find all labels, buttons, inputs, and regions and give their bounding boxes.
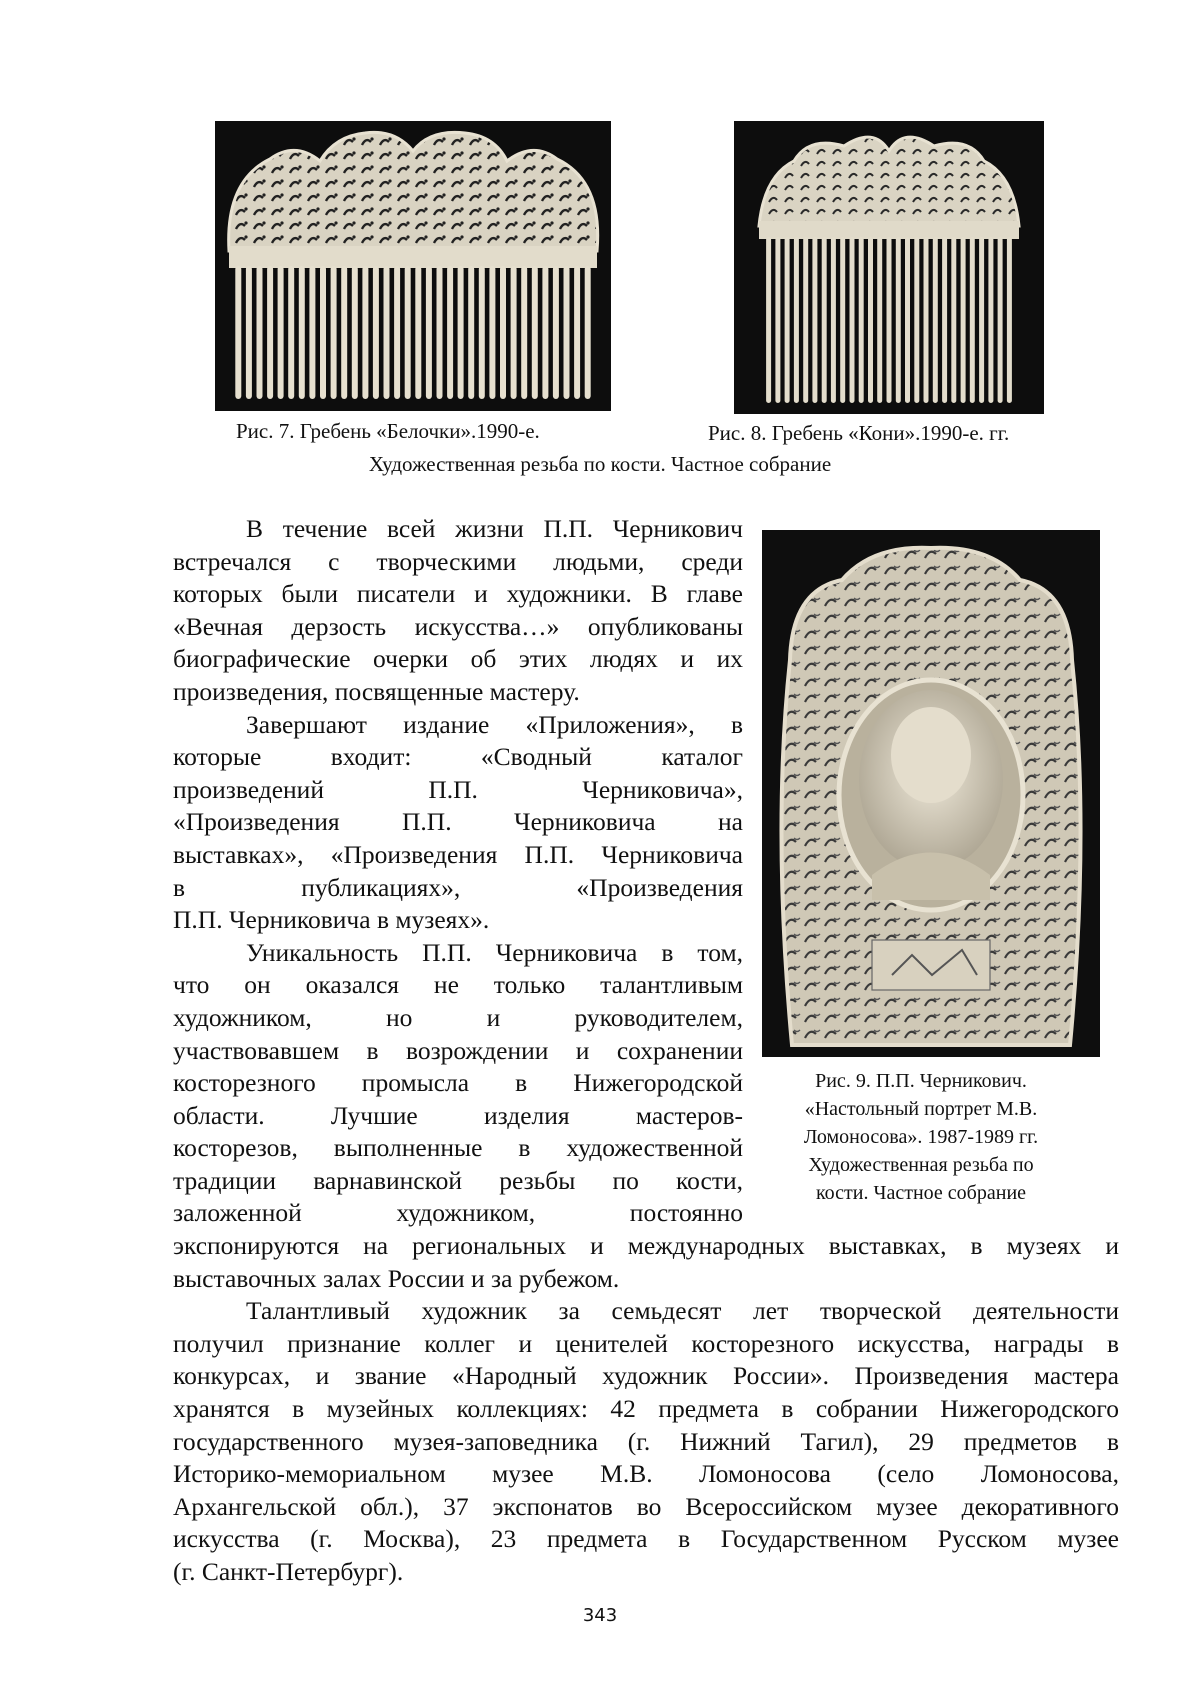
comb-tooth — [970, 237, 975, 403]
comb-tooth — [924, 237, 929, 403]
fig7-caption: Рис. 7. Гребень «Белочки».1990-е. — [236, 419, 540, 443]
comb-tooth — [859, 237, 864, 403]
text-line: произведения, посвященные мастеру. — [173, 676, 580, 706]
comb-tooth — [766, 237, 771, 403]
comb-tooth — [278, 266, 284, 399]
comb-tooth — [415, 266, 421, 399]
comb-tooth — [299, 266, 305, 399]
text-line: конкурсах, и звание «Народный художник России». Произведения мастера — [173, 1361, 1119, 1391]
comb-tooth — [831, 237, 836, 403]
comb-tooth — [468, 266, 474, 399]
text-line: экспонируются на региональных и международных выставках, в музеях и — [173, 1231, 1119, 1260]
text-line: которых были писатели и художники. В главе — [173, 579, 743, 609]
text-line: биографические очерки об этих людях и их — [173, 644, 743, 674]
text-line: Завершают издание «Приложения», в — [246, 709, 743, 739]
comb-tooth — [532, 266, 538, 399]
comb-tooth — [914, 237, 919, 403]
comb-tooth — [521, 266, 527, 399]
text-line: «Вечная дерзость искусства…» опубликованы — [173, 611, 743, 641]
comb-tooth — [961, 237, 966, 403]
fig9-caption-line: Рис. 9. П.П. Черникович. — [815, 1070, 1027, 1092]
comb-tooth — [794, 237, 799, 403]
comb-tooth — [951, 237, 956, 403]
text-line: встречался с творческими людьми, среди — [173, 546, 743, 576]
comb-tooth — [320, 266, 326, 399]
text-line: получил признание коллег и ценителей косторезного искусства, награды в — [173, 1328, 1119, 1358]
fig9-caption-line: «Настольный портрет М.В. — [804, 1098, 1038, 1120]
text-line: традиции варнавинской резьбы по кости, — [173, 1165, 743, 1195]
text-line: Архангельской обл.), 37 экспонатов во Всероссийском музее декоративного — [173, 1491, 1119, 1521]
comb-tooth — [362, 266, 368, 399]
text-line: Талантливый художник за семьдесят лет творческой деятельности — [246, 1296, 1119, 1326]
comb-tooth — [933, 237, 938, 403]
text-line: «Произведения П.П. Черниковича на — [173, 807, 743, 837]
page-number: 343 — [582, 1605, 618, 1626]
body-text-full — [173, 1230, 1119, 1589]
comb-tooth — [352, 266, 358, 399]
comb-tooth — [775, 237, 780, 403]
text-line: хранятся в музейных коллекциях: 42 предмета в собрании Нижегородского — [173, 1393, 1119, 1423]
comb-tooth — [384, 266, 390, 399]
body-text-wrapped — [173, 513, 743, 1230]
comb-tooth — [840, 237, 845, 403]
comb-tooth — [896, 237, 901, 403]
comb-horses-drawing — [734, 121, 1044, 414]
comb-tooth — [235, 266, 241, 399]
comb-tooth — [905, 237, 910, 403]
fig8-caption: Рис. 8. Гребень «Кони».1990-е. гг. — [708, 421, 1010, 445]
comb-tooth — [288, 266, 294, 399]
comb-tooth — [812, 237, 817, 403]
comb-squirrels-drawing — [215, 121, 611, 411]
fig9-caption — [762, 1067, 1080, 1207]
text-line: косторезов, выполненные в художественной — [173, 1133, 743, 1163]
comb-tooth — [542, 266, 548, 399]
comb-tooth — [877, 237, 882, 403]
comb-tooth — [553, 266, 559, 399]
comb-tooth — [998, 237, 1003, 403]
comb-tooth — [500, 266, 506, 399]
text-line: искусства (г. Москва), 23 предмета в Государственном Русском музее — [173, 1524, 1119, 1554]
comb-tooth — [574, 266, 580, 399]
comb-squirrels-image — [215, 121, 611, 411]
text-line: которые входит: «Сводный каталог — [173, 742, 743, 772]
comb-tooth — [447, 266, 453, 399]
comb-tooth — [489, 266, 495, 399]
comb-tooth — [341, 266, 347, 399]
comb-tooth — [246, 266, 252, 399]
text-line: в публикациях», «Произведения — [173, 872, 743, 902]
fig9-caption-line: Художественная резьба по — [808, 1154, 1034, 1176]
lomonosov-portrait-image — [762, 530, 1100, 1057]
comb-tooth — [267, 266, 273, 399]
text-line: художником, но и руководителем, — [173, 1002, 743, 1032]
text-line: В течение всей жизни П.П. Черникович — [246, 514, 743, 543]
text-line: косторезного промысла в Нижегородской — [173, 1068, 743, 1098]
comb-tooth — [394, 266, 400, 399]
text-line: выставочных залах России и за рубежом. — [173, 1263, 620, 1293]
comb-tooth — [437, 266, 443, 399]
comb-tooth — [803, 237, 808, 403]
comb-tooth — [405, 266, 411, 399]
comb-tooth — [585, 266, 591, 399]
comb-tooth — [511, 266, 517, 399]
comb-tooth — [868, 237, 873, 403]
text-line: П.П. Черниковича в музеях». — [173, 905, 490, 935]
text-line: выставках», «Произведения П.П. Черниковича — [173, 839, 743, 869]
comb-tooth — [850, 237, 855, 403]
comb-tooth — [426, 266, 432, 399]
comb-tooth — [1007, 237, 1012, 403]
comb-tooth — [822, 237, 827, 403]
text-line: заложенной художником, постоянно — [173, 1198, 743, 1228]
comb-tooth — [309, 266, 315, 399]
text-line: Уникальность П.П. Черниковича в том, — [246, 937, 743, 967]
comb-horses-image — [734, 121, 1044, 414]
comb-tooth — [257, 266, 263, 399]
text-line: произведений П.П. Черниковича», — [173, 774, 743, 804]
comb-tooth — [331, 266, 337, 399]
text-line: Историко-мемориальном музее М.В. Ломоносова (село Ломоносова, — [173, 1459, 1119, 1489]
portrait-drawing — [762, 530, 1100, 1057]
comb-tooth — [887, 237, 892, 403]
text-line: государственного музея-заповедника (г. Нижний Тагил), 29 предметов в — [173, 1426, 1119, 1456]
comb-tooth — [988, 237, 993, 403]
comb-tooth — [785, 237, 790, 403]
text-line: что он оказался не только талантливым — [173, 970, 743, 1000]
text-line: участвовавшем в возрождении и сохранении — [173, 1035, 743, 1065]
text-line: (г. Санкт-Петербург). — [173, 1556, 404, 1586]
text-line: области. Лучшие изделия мастеров- — [173, 1100, 743, 1130]
fig9-caption-line: Ломоносова». 1987-1989 гг. — [803, 1126, 1039, 1148]
comb-tooth — [564, 266, 570, 399]
fig9-caption-line: кости. Частное собрание — [815, 1182, 1027, 1204]
comb-tooth — [458, 266, 464, 399]
comb-tooth — [373, 266, 379, 399]
comb-tooth — [979, 237, 984, 403]
comb-tooth — [479, 266, 485, 399]
comb-tooth — [942, 237, 947, 403]
figures-shared-caption: Художественная резьба по кости. Частное собрание — [368, 452, 832, 476]
